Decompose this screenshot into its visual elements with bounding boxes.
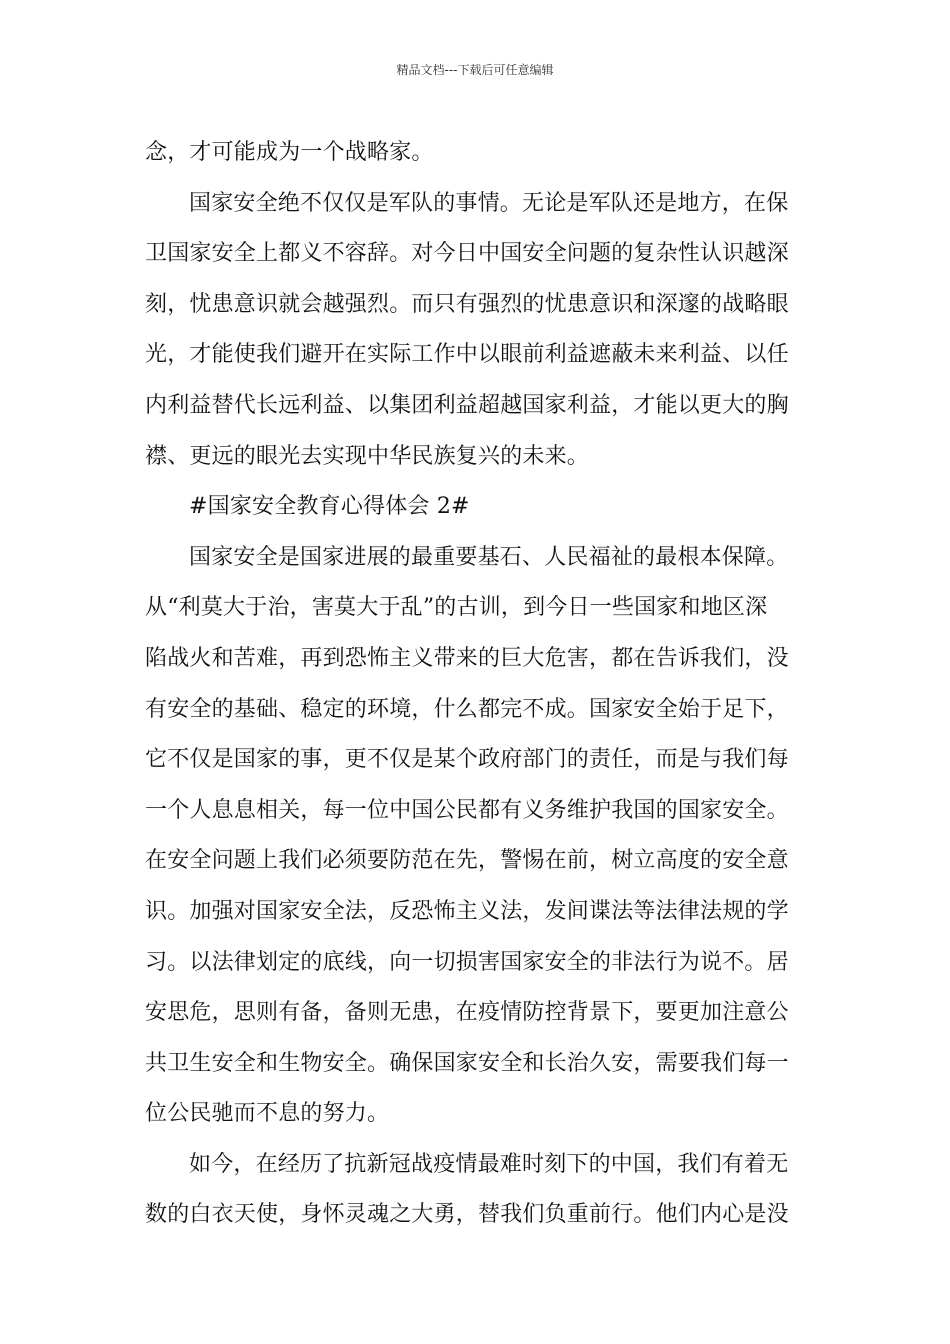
text-line: 在安全问题上我们必须要防范在先，警惕在前，树立高度的安全意 (145, 848, 789, 874)
text-line: 陷战火和苦难，再到恐怖主义带来的巨大危害，都在告诉我们，没 (145, 645, 789, 671)
paragraph-start-line: 国家安全绝不仅仅是军队的事情。无论是军队还是地方，在保 (189, 190, 789, 216)
text-line: 位公民驰而不息的努力。 (145, 1101, 390, 1127)
text-line: 一个人息息相关，每一位中国公民都有义务维护我国的国家安全。 (145, 797, 789, 823)
text-line: 从“利莫大于治，害莫大于乱”的古训，到今日一些国家和地区深 (145, 595, 768, 621)
text-line: 习。以法律划定的底线，向一切损害国家安全的非法行为说不。居 (145, 949, 789, 975)
text-line: 念，才可能成为一个战略家。 (145, 140, 434, 165)
text-line: 光，才能使我们避开在实际工作中以眼前利益遮蔽未来利益、以任 (145, 342, 789, 368)
text-line: 刻，忧患意识就会越强烈。而只有强烈的忧患意识和深邃的战略眼 (145, 291, 789, 317)
paragraph-start-line: 如今，在经历了抗新冠战疫情最难时刻下的中国，我们有着无 (189, 1151, 789, 1177)
text-line: 卫国家安全上都义不容辞。对今日中国安全问题的复杂性认识越深 (145, 241, 789, 267)
text-line: 有安全的基础、稳定的环境，什么都完不成。国家安全始于足下， (145, 696, 789, 722)
text-line: 安思危，思则有备，备则无患，在疫情防控背景下，要更加注意公 (145, 1000, 789, 1026)
paragraph-start-line: 国家安全是国家进展的最重要基石、人民福祉的最根本保障。 (189, 544, 789, 570)
page-header: 精品文档---下载后可任意编辑 (396, 63, 554, 77)
section-heading: #国家安全教育心得体会 2# (189, 494, 470, 520)
text-line: 它不仅是国家的事，更不仅是某个政府部门的责任，而是与我们每 (145, 747, 789, 773)
text-line: 共卫生安全和生物安全。确保国家安全和长治久安，需要我们每一 (145, 1050, 789, 1076)
text-line: 识。加强对国家安全法，反恐怖主义法，发间谍法等法律法规的学 (145, 898, 789, 924)
text-line: 内利益替代长远利益、以集团利益超越国家利益，才能以更大的胸 (145, 392, 789, 418)
text-line: 襟、更远的眼光去实现中华民族复兴的未来。 (145, 443, 590, 469)
document-body (145, 128, 807, 1241)
text-line: 数的白衣天使，身怀灵魂之大勇，替我们负重前行。他们内心是没 (145, 1202, 789, 1228)
